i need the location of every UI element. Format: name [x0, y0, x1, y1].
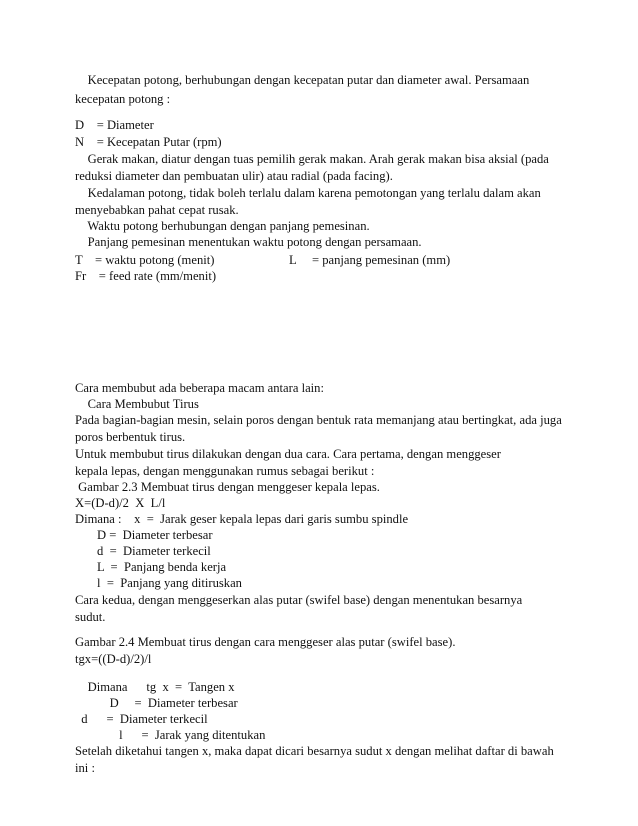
- text-line: reduksi diameter dan pembuatan ulir) atau radial (pada facing).: [75, 169, 393, 183]
- text-line: Kecepatan potong, berhubungan dengan kecepatan putar dan diameter awal. Persamaan: [75, 73, 530, 87]
- text-line: T = waktu potong (menit): [75, 253, 215, 267]
- text-line: D = Diameter terbesar: [75, 696, 238, 710]
- text-line: Kedalaman potong, tidak boleh terlalu dalam karena pemotongan yang terlalu dalam akan: [75, 186, 541, 200]
- text-line: ini :: [75, 761, 95, 775]
- text-line: kecepatan potong :: [75, 92, 171, 106]
- text-line: Waktu potong berhubungan dengan panjang pemesinan.: [75, 219, 370, 233]
- text-line: Cara kedua, dengan menggeserkan alas putar (swifel base) dengan menentukan besarnya: [75, 593, 523, 607]
- text-line: Fr = feed rate (mm/menit): [75, 269, 217, 283]
- text-line: l = Panjang yang ditiruskan: [75, 576, 242, 590]
- text-line: d = Diameter terkecil: [75, 544, 211, 558]
- text-line: Setelah diketahui tangen x, maka dapat dicari besarnya sudut x dengan melihat daftar di bawah: [75, 744, 554, 758]
- text-line: Dimana : x = Jarak geser kepala lepas dari garis sumbu spindle: [75, 512, 409, 526]
- text-line: N = Kecepatan Putar (rpm): [75, 135, 222, 149]
- formula: X=(D-d)/2 X L/l: [75, 496, 166, 510]
- text-line: D = Diameter terbesar: [75, 528, 213, 542]
- text-line: L = panjang pemesinan (mm): [289, 253, 451, 267]
- text-line: poros berbentuk tirus.: [75, 430, 186, 444]
- text-line: Panjang pemesinan menentukan waktu potong dengan persamaan.: [75, 235, 422, 249]
- text-line: D = Diameter: [75, 118, 154, 132]
- text-line: Dimana tg x = Tangen x: [75, 680, 235, 694]
- text-line: Pada bagian-bagian mesin, selain poros dengan bentuk rata memanjang atau bertingkat, ada juga: [75, 413, 562, 427]
- text-line: l = Jarak yang ditentukan: [75, 728, 266, 742]
- figure-caption: Gambar 2.4 Membuat tirus dengan cara menggeser alas putar (swifel base).: [75, 635, 456, 649]
- text-line: Untuk membubut tirus dilakukan dengan dua cara. Cara pertama, dengan menggeser: [75, 447, 501, 461]
- text-line: sudut.: [75, 610, 106, 624]
- text-line: d = Diameter terkecil: [75, 712, 208, 726]
- text-line: Gerak makan, diatur dengan tuas pemilih gerak makan. Arah gerak makan bisa aksial (pada: [75, 152, 549, 166]
- text-line: kepala lepas, dengan menggunakan rumus sebagai berikut :: [75, 464, 375, 478]
- text-line: Cara membubut ada beberapa macam antara lain:: [75, 381, 324, 395]
- text-line: L = Panjang benda kerja: [75, 560, 227, 574]
- figure-caption: Gambar 2.3 Membuat tirus dengan menggeser kepala lepas.: [75, 480, 380, 494]
- section-heading: Cara Membubut Tirus: [75, 397, 199, 411]
- formula: tgx=((D-d)/2)/l: [75, 652, 152, 666]
- text-line: menyebabkan pahat cepat rusak.: [75, 203, 239, 217]
